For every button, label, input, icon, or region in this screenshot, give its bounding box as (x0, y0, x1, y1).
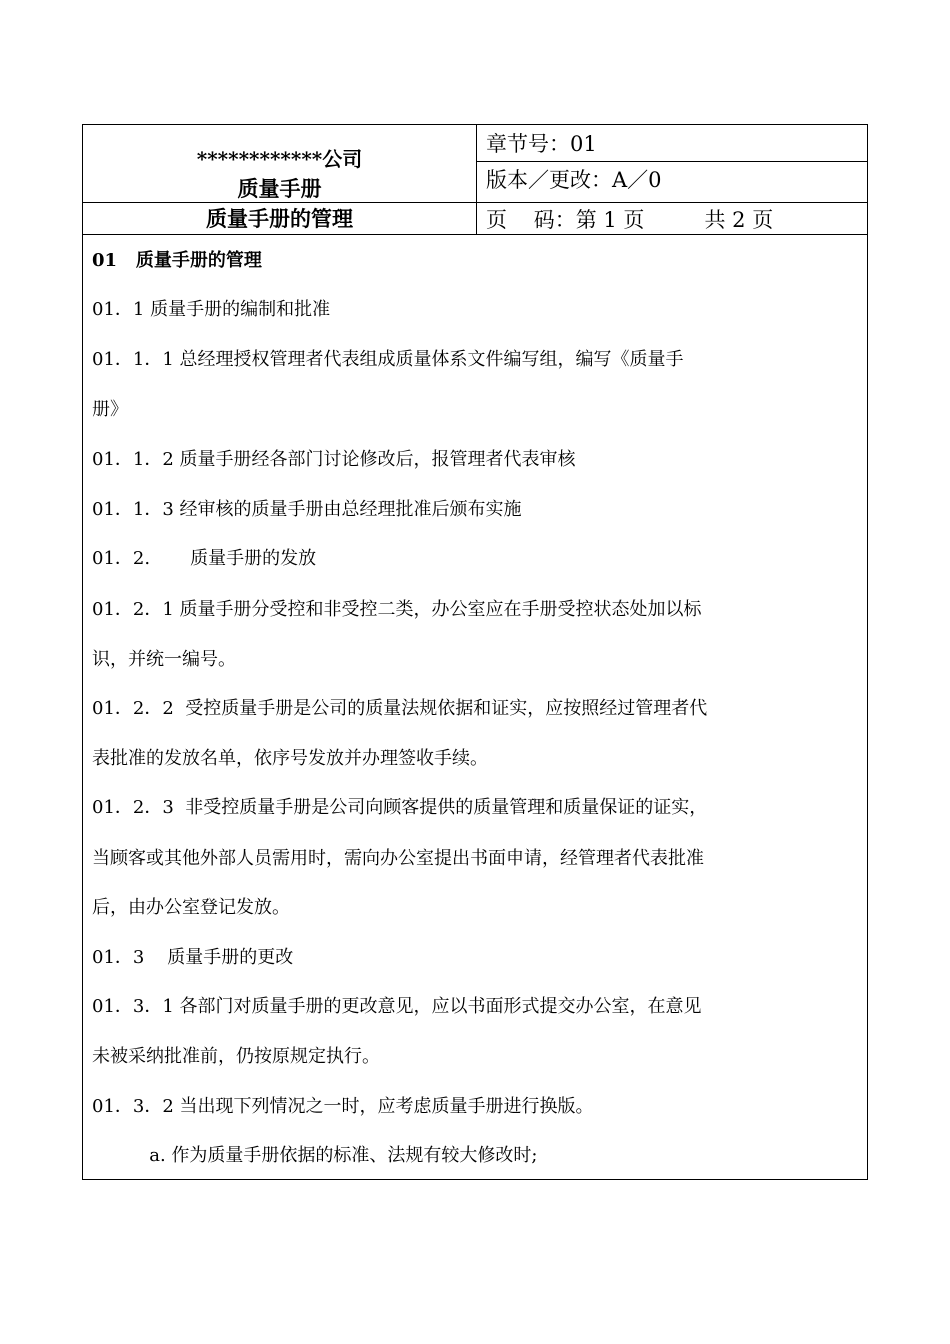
body-line: 01．1 质量手册的编制和批准 (92, 299, 331, 320)
body-line: 01．1．3 经审核的质量手册由总经理批准后颁布实施 (92, 499, 522, 520)
body-line: 01．2．3 非受控质量手册是公司向顾客提供的质量管理和质量保证的证实， (92, 797, 708, 818)
header-column-divider (476, 125, 477, 235)
header-divider (476, 161, 868, 162)
body-line: 01．2. 质量手册的发放 (92, 548, 317, 569)
body-line: 01．3 质量手册的更改 (92, 947, 294, 968)
chapter-number: 章节号：01 (486, 132, 597, 156)
section-heading: 01 质量手册的管理 (92, 250, 262, 271)
page-info: 页 码：第 1 页 共 2 页 (486, 208, 774, 232)
body-line: 册》 (92, 399, 128, 420)
body-line: 后，由办公室登记发放。 (92, 897, 290, 918)
body-line: 未被采纳批准前，仍按原规定执行。 (92, 1046, 380, 1067)
body-line: 01．3．1 各部门对质量手册的更改意见，应以书面形式提交办公室，在意见 (92, 996, 702, 1017)
chapter-title: 质量手册的管理 (206, 206, 353, 231)
version-info: 版本／更改：A／0 (486, 168, 662, 192)
body-line: 01．3．2 当出现下列情况之一时，应考虑质量手册进行换版。 (92, 1096, 594, 1117)
body-line: 当顾客或其他外部人员需用时，需向办公室提出书面申请，经管理者代表批准 (92, 848, 704, 869)
manual-title: 质量手册 (237, 176, 322, 201)
body-line: 01．1．2 质量手册经各部门讨论修改后，报管理者代表审核 (92, 449, 576, 470)
body-line: 01．2．2 受控质量手册是公司的质量法规依据和证实，应按照经过管理者代 (92, 698, 708, 719)
body-line: 01．1．1 总经理授权管理者代表组成质量体系文件编写组，编写《质量手 (92, 349, 684, 370)
body-line: 识，并统一编号。 (92, 649, 236, 670)
document-frame (82, 124, 868, 1180)
body-line: 01．2．1 质量手册分受控和非受控二类，办公室应在手册受控状态处加以标 (92, 599, 702, 620)
company-name: ************公司 (196, 147, 363, 171)
body-line: 表批准的发放名单，依序号发放并办理签收手续。 (92, 748, 488, 769)
body-line: a. 作为质量手册依据的标准、法规有较大修改时; (92, 1145, 538, 1166)
